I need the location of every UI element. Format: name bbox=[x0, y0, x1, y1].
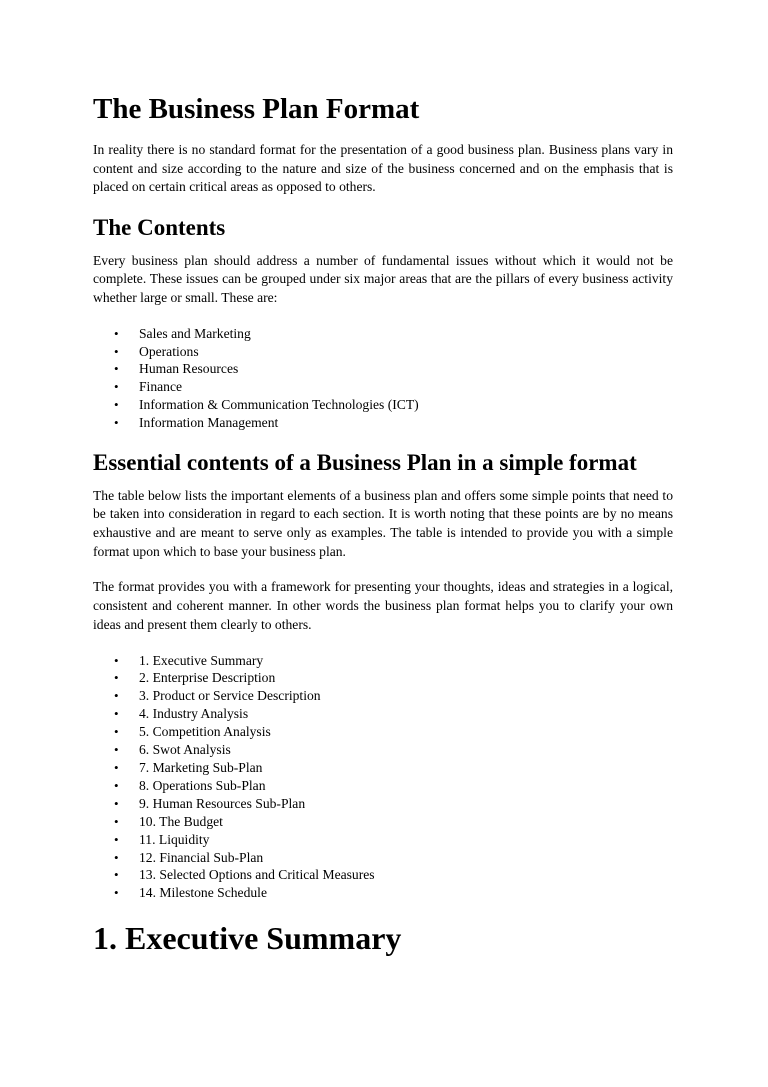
bullet-icon: • bbox=[114, 777, 119, 793]
bullet-icon: • bbox=[114, 867, 119, 883]
list-item bbox=[93, 831, 673, 849]
list-item-text: 8. Operations Sub-Plan bbox=[139, 777, 266, 793]
list-item-text: 13. Selected Options and Critical Measures bbox=[139, 867, 375, 883]
list-item bbox=[93, 414, 673, 432]
contents-list bbox=[93, 325, 673, 432]
list-item bbox=[93, 687, 673, 705]
list-item bbox=[93, 884, 673, 902]
list-item bbox=[93, 849, 673, 867]
essential-paragraph-2: The format provides you with a framework for presenting your thoughts, ideas and strategies in a logical, consistent and coherent manner. In other words the business plan format helps you to clarify your own ideas and present them clearly to others. bbox=[93, 579, 673, 632]
list-item bbox=[93, 723, 673, 741]
bullet-icon: • bbox=[114, 415, 119, 431]
bullet-icon: • bbox=[114, 688, 119, 704]
bullet-icon: • bbox=[114, 813, 119, 829]
list-item-text: 1. Executive Summary bbox=[139, 652, 264, 668]
bullet-icon: • bbox=[114, 670, 119, 686]
bullet-icon: • bbox=[114, 885, 119, 901]
essential-list bbox=[93, 652, 673, 903]
list-item bbox=[93, 741, 673, 759]
bullet-icon: • bbox=[114, 343, 119, 359]
essential-heading: Essential contents of a Business Plan in a simple format bbox=[93, 450, 637, 476]
list-item-text: 9. Human Resources Sub-Plan bbox=[139, 795, 306, 811]
list-item-text: Information Management bbox=[139, 415, 279, 431]
page-title: The Business Plan Format bbox=[93, 93, 420, 125]
list-item-text: 14. Milestone Schedule bbox=[139, 885, 267, 901]
list-item-text: 7. Marketing Sub-Plan bbox=[139, 760, 263, 775]
bullet-icon: • bbox=[114, 831, 119, 847]
list-item bbox=[93, 813, 673, 831]
list-item bbox=[93, 777, 673, 795]
bullet-icon: • bbox=[114, 652, 119, 668]
bullet-icon: • bbox=[114, 379, 119, 395]
bullet-icon: • bbox=[114, 760, 119, 775]
list-item bbox=[93, 360, 673, 378]
bullet-icon: • bbox=[114, 849, 119, 865]
list-item bbox=[93, 396, 673, 414]
essential-paragraph-1: The table below lists the important elements of a business plan and offers some simple points that need to be taken into consideration in regard to each section. It is worth noting that these points are by no means exhaustive and are meant to serve only as examples. The table is intended to provide you with a simple format upon which to base your business plan. bbox=[93, 487, 673, 559]
bullet-icon: • bbox=[114, 361, 119, 377]
list-item bbox=[93, 669, 673, 687]
list-item bbox=[93, 325, 673, 343]
list-item-text: Finance bbox=[139, 379, 183, 395]
list-item bbox=[93, 343, 673, 361]
list-item bbox=[93, 378, 673, 396]
list-item bbox=[93, 866, 673, 884]
list-item bbox=[93, 705, 673, 723]
list-item-text: Sales and Marketing bbox=[139, 325, 251, 341]
list-item bbox=[93, 652, 673, 670]
intro-paragraph: In reality there is no standard format for the presentation of a good business plan. Business plans vary in content and size according to the nature and size of the business concerned and on the emphasis that is placed on certain critical areas as opposed to others. bbox=[93, 141, 673, 195]
contents-heading: The Contents bbox=[93, 214, 226, 240]
list-item-text: Information & Communication Technologies (ICT) bbox=[139, 397, 419, 413]
list-item-text: Human Resources bbox=[139, 361, 239, 377]
list-item-text: 3. Product or Service Description bbox=[139, 688, 321, 704]
list-item-text: 10. The Budget bbox=[139, 813, 223, 829]
bullet-icon: • bbox=[114, 742, 119, 758]
bullet-icon: • bbox=[114, 724, 119, 740]
bullet-icon: • bbox=[114, 325, 119, 341]
bullet-icon: • bbox=[114, 397, 119, 413]
bullet-icon: • bbox=[114, 706, 119, 722]
contents-paragraph: Every business plan should address a number of fundamental issues without which it would not be complete. These issues can be grouped under six major areas that are the pillars of every business activity whether large or small. These are: bbox=[93, 252, 673, 305]
list-item-text: Operations bbox=[139, 343, 199, 359]
bullet-icon: • bbox=[114, 795, 119, 811]
list-item-text: 12. Financial Sub-Plan bbox=[139, 849, 264, 865]
list-item-text: 5. Competition Analysis bbox=[139, 724, 271, 740]
executive-summary-heading: 1. Executive Summary bbox=[93, 920, 402, 957]
list-item-text: 2. Enterprise Description bbox=[139, 670, 276, 686]
list-item bbox=[93, 795, 673, 813]
list-item-text: 11. Liquidity bbox=[139, 831, 210, 847]
list-item bbox=[93, 759, 673, 777]
list-item-text: 6. Swot Analysis bbox=[139, 742, 231, 758]
document-page bbox=[93, 92, 673, 958]
list-item-text: 4. Industry Analysis bbox=[139, 706, 249, 722]
